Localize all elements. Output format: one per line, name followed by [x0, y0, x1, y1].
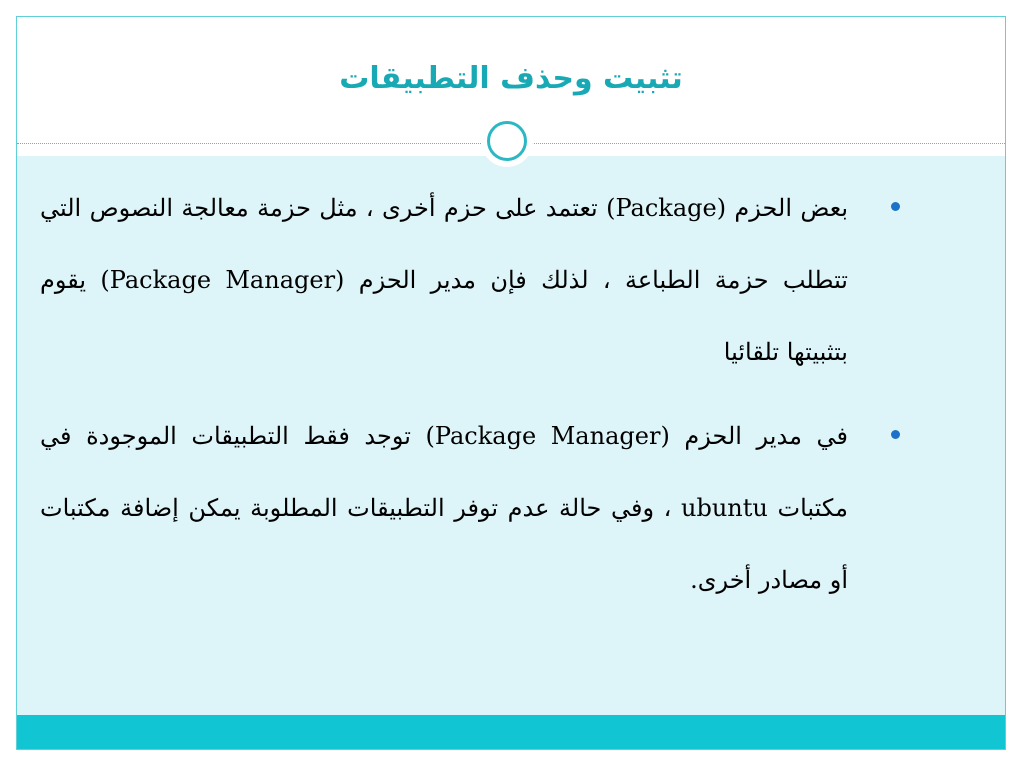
- bullet-text: بعض الحزم (Package) تعتمد على حزم أخرى ، مثل حزمة معالجة النصوص التي تتطلب حزمة الطباعة ، لذلك فإن مدير الحزم (Package Manager) يقوم بتثبيتها تلقائيا: [40, 194, 848, 366]
- bullet-text: في مدير الحزم (Package Manager) توجد فقط التطبيقات الموجودة في مكتبات ubuntu ، وفي حالة عدم توفر التطبيقات المطلوبة يمكن إضافة مكتبات أو مصادر أخرى.: [40, 422, 848, 594]
- bullet-item: [40, 400, 910, 616]
- slide-title: تثبيت وحذف التطبيقات: [339, 61, 683, 96]
- bullet-list: [40, 172, 910, 628]
- bullet-dot-icon: [891, 202, 900, 211]
- bullet-dot-icon: [891, 430, 900, 439]
- bullet-item: [40, 172, 910, 388]
- ring-icon: [487, 121, 527, 161]
- bottom-bar: [17, 715, 1005, 750]
- circle-ornament-icon: [481, 115, 533, 167]
